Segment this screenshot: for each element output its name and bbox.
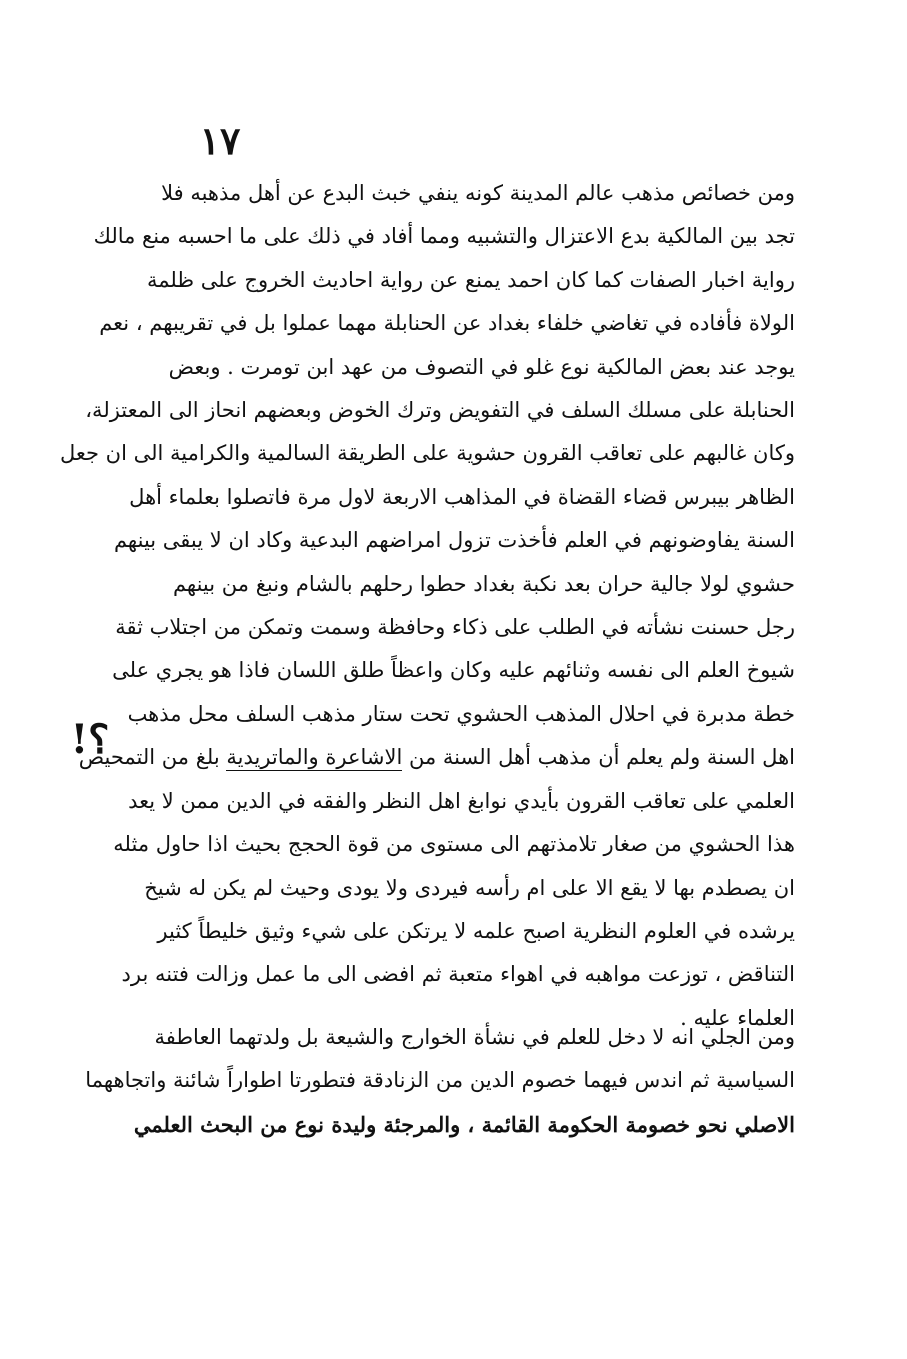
line-segment: بلغ من التمحيص [78, 745, 227, 770]
paragraph-1 [59, 172, 795, 1040]
text-line: الظاهر بيبرس قضاء القضاة في المذاهب الاربعة لاول مرة فاتصلوا بعلماء أهل [129, 484, 795, 509]
text-line: هذا الحشوي من صغار تلامذتهم الى مستوى من قوة الحجج بحيث اذا حاول مثله [113, 832, 795, 857]
text-line: السنة يفاوضونهم في العلم فأخذت تزول امراضهم البدعية وكاد ان لا يبقى بينهم [113, 528, 795, 553]
text-line: تجد بين المالكية بدع الاعتزال والتشبيه ومما أفاد في ذلك على ما احسبه منع مالك [93, 224, 795, 249]
text-line-with-underline [78, 736, 795, 779]
text-line: وكان غالبهم على تعاقب القرون حشوية على الطريقة السالمية والكرامية الى ان جعل [59, 441, 795, 466]
text-line: ومن خصائص مذهب عالم المدينة كونه ينفي خبث البدع عن أهل مذهبه فلا [161, 181, 795, 205]
handwritten-margin-note: ؟! [70, 716, 110, 763]
text-line: العلماء عليه . [680, 1005, 795, 1030]
text-line: يرشده في العلوم النظرية اصبح علمه لا يرتكن على شيء وثيق خليطاً كثير [157, 918, 795, 943]
text-line: شيوخ العلم الى نفسه وثنائهم عليه وكان واعظاً طلق اللسان فاذا هو يجري على [112, 658, 795, 683]
text-line: الاصلي نحو خصومة الحكومة القائمة ، والمرجئة وليدة نوع من البحث العلمي [133, 1111, 795, 1137]
text-line: خطة مدبرة في احلال المذهب الحشوي تحت ستار مذهب السلف محل مذهب [127, 701, 795, 726]
text-line: رجل حسنت نشأته في الطلب على ذكاء وحافظة وسمت وتمكن من اجتلاب ثقة [115, 615, 795, 640]
underlined-phrase: الاشاعرة والماتريدية [226, 745, 403, 770]
text-line: التناقض ، توزعت مواهبه في اهواء متعبة ثم افضى الى ما عمل وزالت فتنه برد [121, 962, 795, 987]
text-line: ان يصطدم بها لا يقع الا على ام رأسه فيردى ولا يودى وحيث لم يكن له شيخ [144, 875, 795, 900]
page-number: ١٧ [199, 118, 241, 163]
text-line: رواية اخبار الصفات كما كان احمد يمنع عن رواية احاديث الخروج على ظلمة [147, 267, 795, 292]
text-line: ومن الجلي انه لا دخل للعلم في نشأة الخوارج والشيعة بل ولدتهما العاطفة [154, 1025, 795, 1049]
text-line: السياسية ثم اندس فيهما خصوم الدين من الزنادقة فتطورتا اطواراً شائنة واتجاههما [85, 1068, 795, 1093]
text-line: حشوي لولا جالية حران بعد نكبة بغداد حطوا رحلهم بالشام ونبغ من بينهم [172, 571, 795, 596]
paragraph-2 [85, 1016, 795, 1146]
text-line: الولاة فأفاده في تغاضي خلفاء بغداد عن الحنابلة مهما عملوا بل في تقريبهم ، نعم [99, 311, 795, 336]
text-line: يوجد عند بعض المالكية نوع غلو في التصوف من عهد ابن تومرت . وبعض [168, 354, 795, 379]
line-segment: اهل السنة ولم يعلم أن مذهب أهل السنة من [402, 745, 795, 770]
text-line: الحنابلة على مسلك السلف في التفويض وترك الخوض وبعضهم انحاز الى المعتزلة، [85, 398, 795, 423]
text-line: العلمي على تعاقب القرون بأيدي نوابغ اهل النظر والفقه في الدين ممن لا يعد [128, 788, 795, 813]
